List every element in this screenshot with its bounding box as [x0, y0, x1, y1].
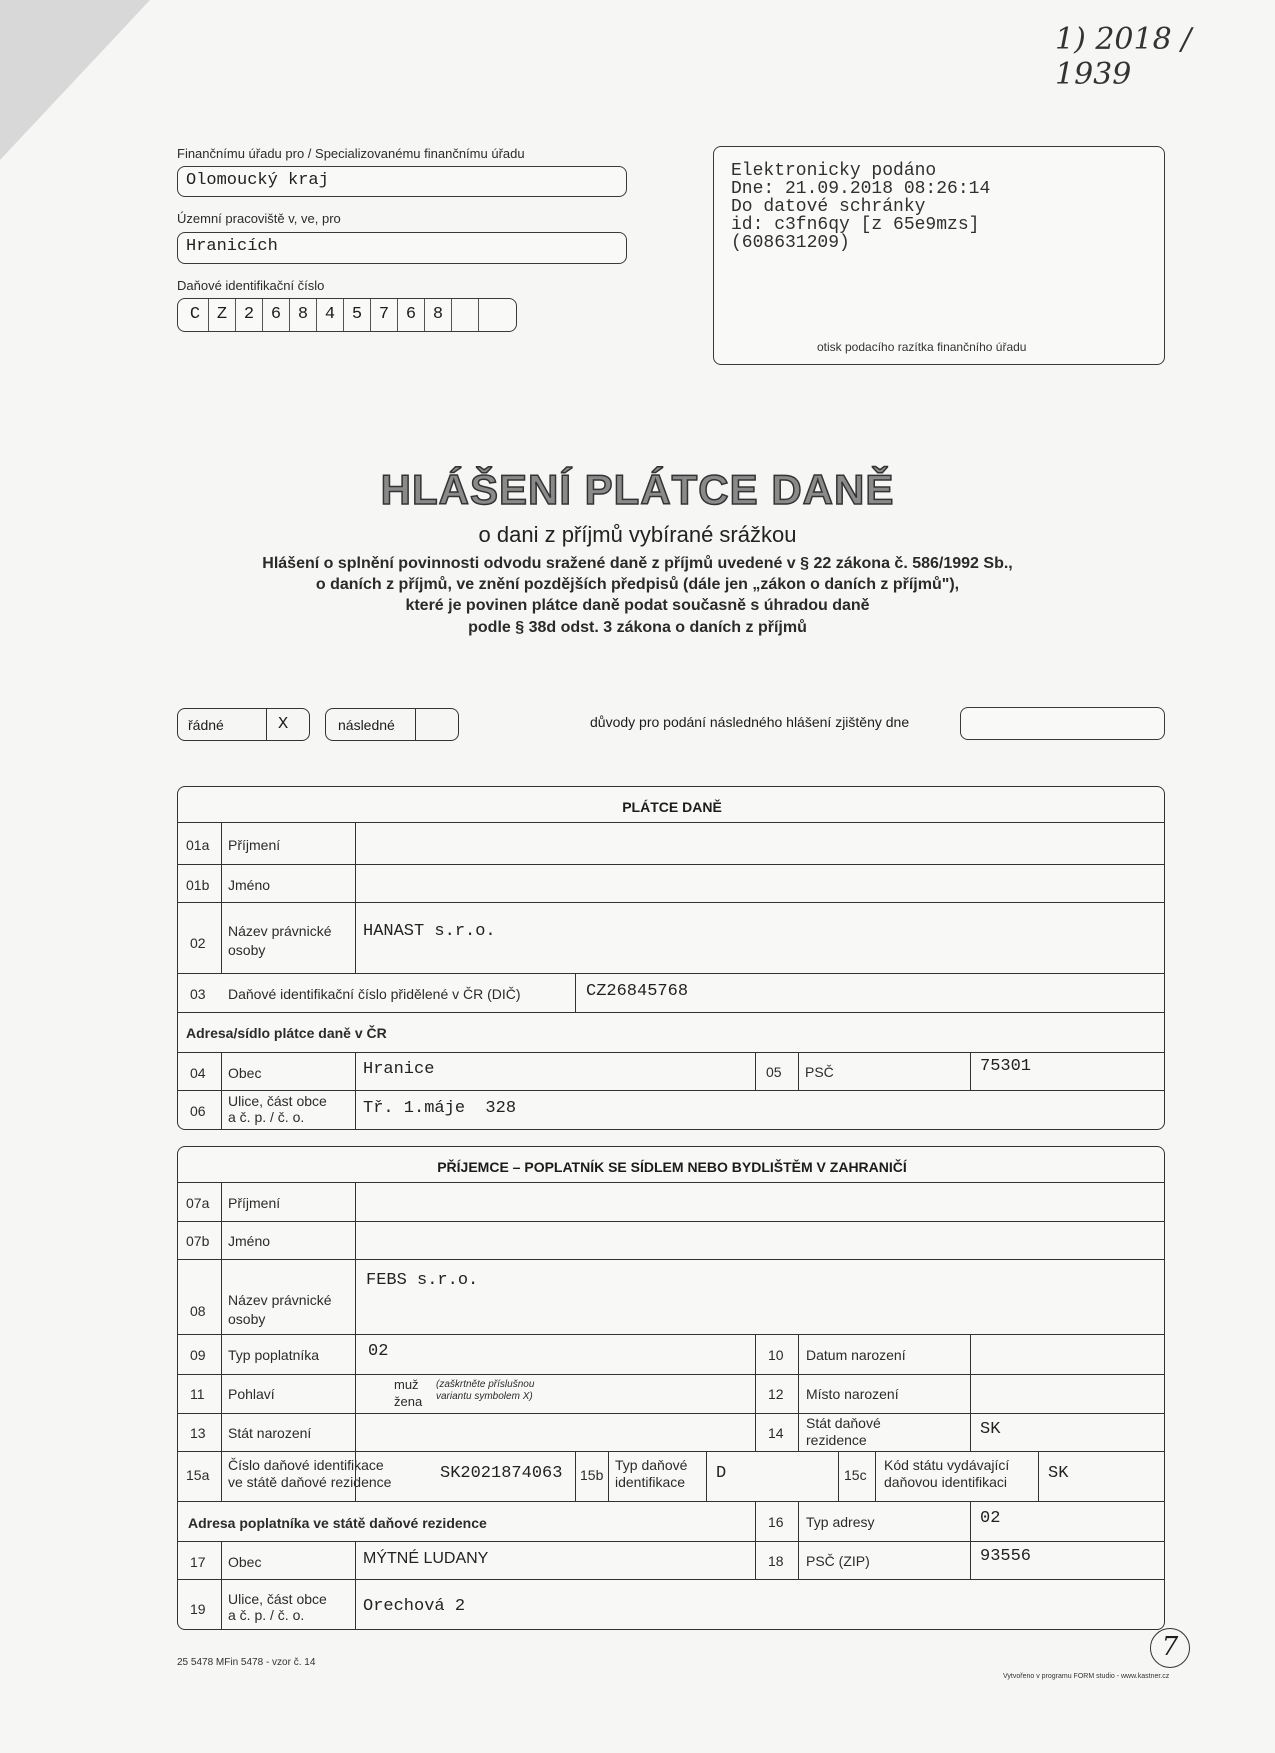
row-18-label: PSČ (ZIP) — [806, 1553, 870, 1569]
row-13-label: Stát narození — [228, 1425, 312, 1441]
row-12-number: 12 — [768, 1386, 784, 1402]
row-11-label: Pohlaví — [228, 1386, 275, 1402]
workplace-field[interactable]: Hranicích — [177, 232, 627, 264]
page-fold — [0, 0, 150, 160]
stamp-line-5: (608631209) — [731, 233, 850, 253]
dic-char-cell[interactable]: 4 — [317, 299, 344, 331]
row-19-label-2: a č. p. / č. o. — [228, 1607, 305, 1623]
subsequent-option[interactable] — [325, 708, 459, 741]
row-07a-label: Příjmení — [228, 1195, 281, 1211]
dic-char-cell[interactable]: 7 — [371, 299, 398, 331]
row-06-label-1: Ulice, část obce — [228, 1093, 327, 1109]
payer-heading: PLÁTCE DANĚ — [622, 799, 722, 815]
row-12-label: Místo narození — [806, 1386, 899, 1402]
gender-hint-1: (zaškrtněte příslušnou — [436, 1379, 535, 1390]
dic-char-cell[interactable]: 5 — [344, 299, 371, 331]
row-08-label-2: osoby — [228, 1311, 266, 1327]
row-07b-label: Jméno — [228, 1233, 271, 1249]
payer-address-heading: Adresa/sídlo plátce daně v ČR — [186, 1025, 387, 1041]
gender-male-option[interactable]: muž — [394, 1377, 419, 1392]
stamp-line-3: Do datové schránky — [731, 197, 926, 217]
software-credit: Vytvořeno v programu FORM studio - www.kastner.cz — [1003, 1673, 1170, 1680]
row-02-number: 02 — [190, 935, 206, 951]
page-number: 7 — [1161, 1632, 1179, 1662]
dic-char-cell[interactable]: 6 — [263, 299, 290, 331]
page-number-circle — [1150, 1628, 1190, 1668]
row-18-number: 18 — [768, 1553, 784, 1569]
regular-checkbox[interactable]: X — [278, 715, 289, 734]
row-13-number: 13 — [190, 1425, 206, 1441]
row-15c-number: 15c — [844, 1467, 867, 1483]
row-02-label-2: osoby — [228, 942, 266, 958]
row-14-number: 14 — [768, 1425, 784, 1441]
dic-char-cell[interactable]: 2 — [236, 299, 263, 331]
row-15b-label-2: identifikace — [615, 1474, 686, 1490]
row-01b-label: Jméno — [228, 877, 271, 893]
zip-field[interactable]: 93556 — [980, 1547, 1032, 1566]
row-05-label: PSČ — [805, 1064, 834, 1080]
row-16-label: Typ adresy — [806, 1514, 875, 1530]
postal-code-field[interactable]: 75301 — [980, 1057, 1032, 1076]
gender-hint-2: variantu symbolem X) — [436, 1391, 533, 1402]
reasons-label: důvody pro podání následného hlášení zjištěny dne — [590, 714, 910, 730]
row-15a-number: 15a — [186, 1467, 210, 1483]
row-09-label: Typ poplatníka — [228, 1347, 320, 1363]
row-02-label-1: Název právnické — [228, 923, 332, 939]
form-subtitle: o dani z příjmů vybírané srážkou — [478, 522, 797, 547]
stamp-caption: otisk podacího razítka finančního úřadu — [817, 340, 1027, 354]
recipient-section — [177, 1146, 1165, 1630]
dic-char-cell[interactable]: Z — [209, 299, 236, 331]
row-07b-number: 07b — [186, 1233, 210, 1249]
address-type-field[interactable]: 02 — [980, 1509, 1001, 1528]
row-06-label-2: a č. p. / č. o. — [228, 1109, 305, 1125]
form-description-4: podle § 38d odst. 3 zákona o daních z příjmů — [468, 619, 807, 636]
row-19-number: 19 — [190, 1601, 206, 1617]
taxpayer-type-field[interactable]: 02 — [368, 1342, 389, 1361]
row-03-number: 03 — [190, 986, 206, 1002]
dic-label: Daňové identifikační číslo — [177, 278, 325, 293]
row-19-label-1: Ulice, část obce — [228, 1591, 327, 1607]
row-14-label-1: Stát daňové — [806, 1415, 881, 1431]
recipient-city-field[interactable]: MÝTNÉ LUDANY — [363, 1550, 489, 1567]
row-17-number: 17 — [190, 1554, 206, 1570]
street-field[interactable]: Tř. 1.máje 328 — [363, 1099, 517, 1118]
row-15a-label-2: ve státě daňové rezidence — [228, 1474, 392, 1490]
row-17-label: Obec — [228, 1554, 262, 1570]
stamp-line-4: id: c3fn6qy [z 65e9mzs] — [731, 215, 980, 235]
recipient-heading: PŘÍJEMCE – POPLATNÍK SE SÍDLEM NEBO BYDLIŠTĚM V ZAHRANIČÍ — [437, 1159, 907, 1175]
row-03-label: Daňové identifikační číslo přidělené v ČR (DIČ) — [228, 986, 521, 1002]
row-10-number: 10 — [768, 1347, 784, 1363]
form-code: 25 5478 MFin 5478 - vzor č. 14 — [177, 1657, 316, 1668]
row-15b-label-1: Typ daňové — [615, 1457, 688, 1473]
row-11-number: 11 — [190, 1386, 205, 1402]
row-01a-label: Příjmení — [228, 837, 281, 853]
dic-char-cell[interactable] — [452, 299, 479, 331]
regular-option[interactable] — [177, 708, 310, 741]
city-field[interactable]: Hranice — [363, 1060, 435, 1079]
form-description-2: o daních z příjmů, ve znění pozdějších předpisů (dále jen „zákon o daních z příjmů"), — [315, 576, 960, 593]
form-description-1: Hlášení o splnění povinnosti odvodu sražené daně z příjmů uvedené v § 22 zákona č. 586/1992 Sb., — [262, 555, 1013, 572]
dic-char-cell[interactable]: C — [182, 299, 209, 331]
form-title: HLÁŠENÍ PLÁTCE DANĚ — [380, 466, 895, 513]
row-10-label: Datum narození — [806, 1347, 906, 1363]
row-14-label-2: rezidence — [806, 1432, 867, 1448]
tax-id-type-field[interactable]: D — [716, 1464, 727, 1483]
row-15a-label-1: Číslo daňové identifikace — [228, 1457, 384, 1473]
company-name-field[interactable]: HANAST s.r.o. — [363, 922, 496, 941]
row-07a-number: 07a — [186, 1195, 210, 1211]
row-05-number: 05 — [766, 1064, 782, 1080]
row-15c-label-1: Kód státu vydávající — [884, 1457, 1010, 1473]
row-01a-number: 01a — [186, 837, 210, 853]
workplace-label: Územní pracoviště v, ve, pro — [177, 211, 341, 226]
recipient-company-field[interactable]: FEBS s.r.o. — [366, 1271, 479, 1290]
filing-stamp-box — [713, 146, 1165, 365]
tax-id-field[interactable]: SK2021874063 — [440, 1464, 563, 1483]
row-08-number: 08 — [190, 1303, 206, 1319]
row-04-label: Obec — [228, 1065, 262, 1081]
recipient-street-field[interactable]: Orechová 2 — [363, 1597, 466, 1616]
row-09-number: 09 — [190, 1347, 206, 1363]
handwritten-note: 1) 2018 / 1939 — [1055, 22, 1192, 92]
row-08-label-1: Název právnické — [228, 1292, 332, 1308]
gender-female-option[interactable]: žena — [394, 1394, 423, 1409]
row-06-number: 06 — [190, 1103, 206, 1119]
form-description-3: které je povinen plátce daně podat současně s úhradou daně — [405, 597, 870, 614]
residence-country-field[interactable]: SK — [980, 1420, 1001, 1439]
dic-char-cell[interactable] — [479, 299, 506, 331]
office-field[interactable]: Olomoucký kraj — [177, 166, 627, 197]
subsequent-label: následné — [338, 717, 395, 733]
stamp-line-1: Elektronicky podáno — [731, 161, 937, 181]
row-15c-label-2: daňovou identifikaci — [884, 1474, 1007, 1490]
payer-section — [177, 786, 1165, 1130]
dic-char-cell[interactable]: 8 — [425, 299, 452, 331]
recipient-address-heading: Adresa poplatníka ve státě daňové rezidence — [188, 1515, 487, 1531]
dic-field[interactable] — [177, 298, 517, 332]
stamp-line-2: Dne: 21.09.2018 08:26:14 — [731, 179, 991, 199]
issuing-country-field[interactable]: SK — [1048, 1464, 1069, 1483]
dic-char-cell[interactable]: 8 — [290, 299, 317, 331]
row-01b-number: 01b — [186, 877, 210, 893]
dic-char-cell[interactable]: 6 — [398, 299, 425, 331]
reasons-date-field[interactable] — [960, 707, 1165, 740]
row-15b-number: 15b — [580, 1467, 604, 1483]
regular-label: řádné — [188, 717, 224, 733]
office-label: Finančnímu úřadu pro / Specializovanému finančnímu úřadu — [177, 146, 525, 161]
row-04-number: 04 — [190, 1065, 206, 1081]
payer-dic-field[interactable]: CZ26845768 — [586, 982, 689, 1001]
row-16-number: 16 — [768, 1514, 784, 1530]
